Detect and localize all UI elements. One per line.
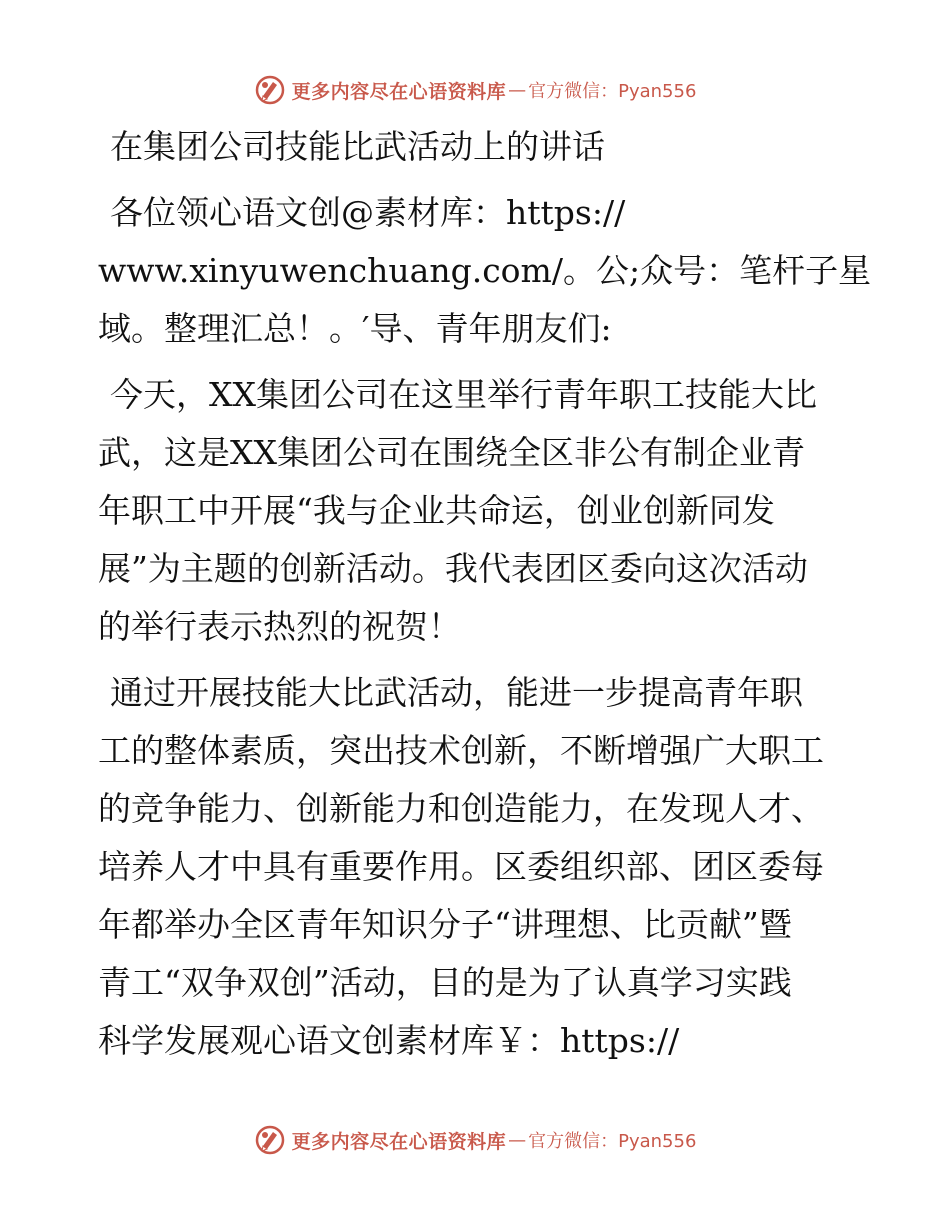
paragraph-line: 各位领心语文创@素材库：https:// — [110, 193, 626, 232]
paragraph-line: 展”为主题的创新活动。我代表团区委向这次活动 — [98, 549, 808, 588]
pen-logo-icon — [254, 1124, 286, 1156]
watermark-wechat-text: 官方微信：Pyan556 — [528, 1131, 697, 1152]
watermark-wechat-text: 官方微信：Pyan556 — [528, 81, 697, 102]
paragraph-line: 科学发展观心语文创素材库￥：https:// — [98, 1021, 680, 1060]
paragraph-line: 域。整理汇总！。′导、青年朋友们: — [98, 309, 612, 348]
paragraph-line: www.xinyuwenchuang.com/。公;众号：笔杆子星 — [98, 251, 872, 290]
pen-logo-icon — [254, 74, 286, 106]
paragraph-line: 年职工中开展“我与企业共命运，创业创新同发 — [98, 491, 775, 530]
watermark-separator: — — [508, 79, 527, 101]
watermark-separator: — — [508, 1129, 527, 1151]
document-title: 在集团公司技能比武活动上的讲话 — [110, 127, 605, 166]
paragraph-line: 青工“双争双创”活动，目的是为了认真学习实践 — [98, 963, 792, 1002]
paragraph-line: 培养人才中具有重要作用。区委组织部、团区委每 — [98, 847, 824, 886]
paragraph-line: 通过开展技能大比武活动，能进一步提高青年职 — [110, 673, 803, 712]
paragraph-purpose — [98, 664, 858, 1070]
paragraph-line: 武，这是XX集团公司在围绕全区非公有制企业青 — [98, 433, 805, 472]
watermark-main-text: 更多内容尽在心语资料库 — [291, 80, 507, 103]
watermark-header — [0, 72, 950, 108]
paragraph-opening — [98, 366, 858, 656]
paragraph-line: 工的整体素质，突出技术创新，不断增强广大职工 — [98, 731, 824, 770]
paragraph-greeting — [98, 184, 872, 358]
paragraph-line: 的举行表示热烈的祝贺！ — [98, 607, 461, 646]
watermark-footer — [0, 1122, 950, 1158]
document-body — [98, 118, 872, 1070]
paragraph-line: 年都举办全区青年知识分子“讲理想、比贡献”暨 — [98, 905, 792, 944]
paragraph-line: 今天，XX集团公司在这里举行青年职工技能大比 — [110, 375, 817, 414]
paragraph-line: 的竞争能力、创新能力和创造能力，在发现人才、 — [98, 789, 824, 828]
watermark-main-text: 更多内容尽在心语资料库 — [291, 1130, 507, 1153]
